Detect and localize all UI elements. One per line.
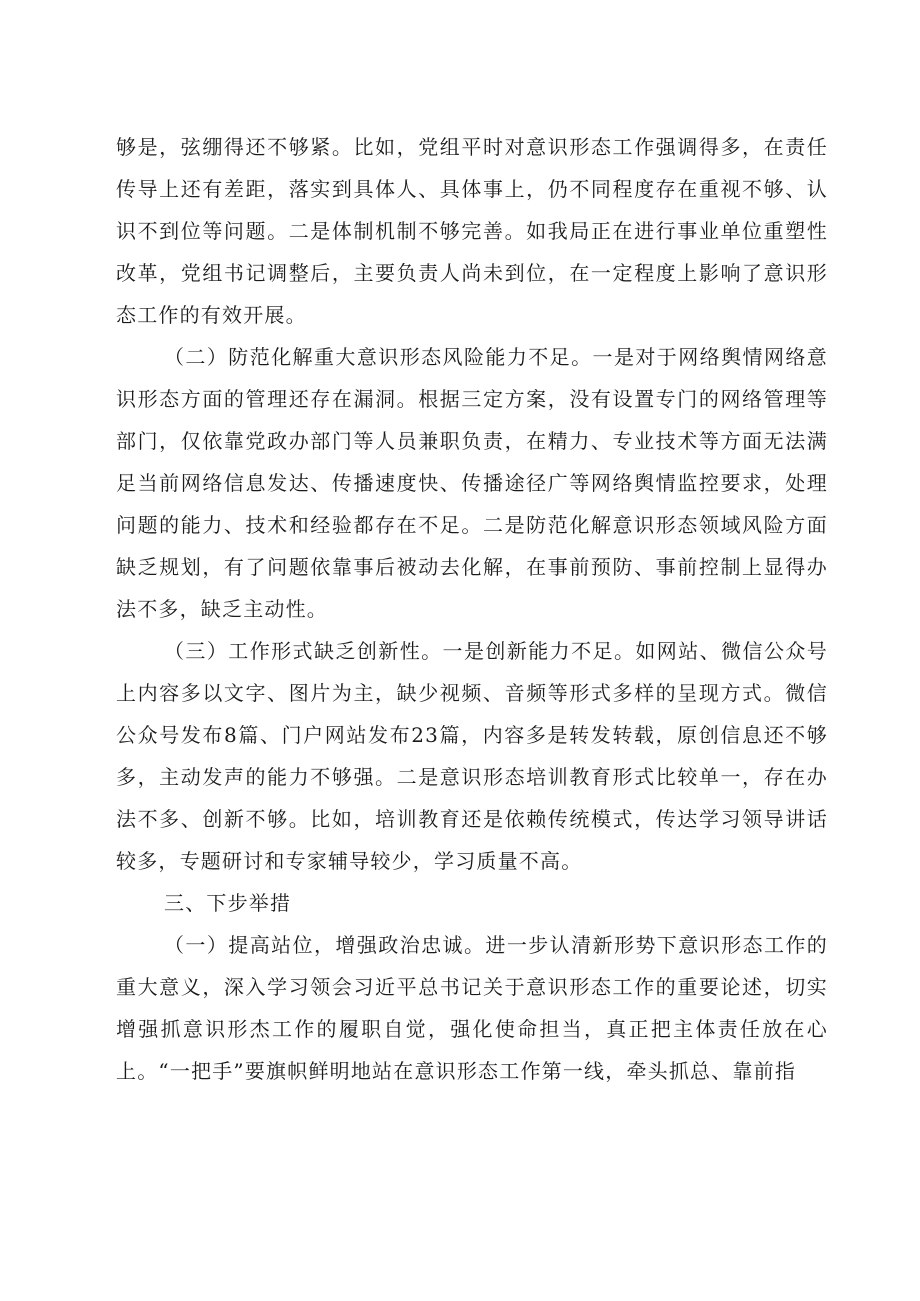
section-heading-next-steps: 三、下步举措 bbox=[164, 891, 292, 915]
document-body bbox=[116, 126, 828, 1092]
paragraph-risk-prevention: （二）防范化解重大意识形态风险能力不足。一是对于网络舆情网络意识形态方面的管理还存在漏洞。根据三定方案，没有设置专门的网络管理等部门，仅依靠党政办部门等人员兼职负责，在精力、专业技术等方面无法满足当前网络信息发达、传播速度快、传播途径广等网络舆情监控要求，处理问题的能力、技术和经验都存在不足。二是防范化解意识形态领域风险方面缺乏规划，有了问题依靠事后被动去化解，在事前预防、事前控制上显得办法不多，缺乏主动性。 bbox=[116, 345, 828, 621]
paragraph-continuation: 够是，弦绷得还不够紧。比如，党组平时对意识形态工作强调得多，在责任传导上还有差距，落实到具体人、具体事上，仍不同程度存在重视不够、认识不到位等问题。二是体制机制不够完善。如我局正在进行事业单位重塑性改革，党组书记调整后，主要负责人尚未到位，在一定程度上影响了意识形态工作的有效开展。 bbox=[116, 135, 828, 327]
paragraph-improve-position: （一）提高站位，增强政治忠诚。进一步认清新形势下意识形态工作的重大意义，深入学习领会习近平总书记关于意识形态工作的重要论述，切实增强抓意识形杰工作的履职自觉，强化使命担当，真正把主体责任放在心上。“一把手”要旗帜鲜明地站在意识形态工作第一线，牵头抓总、靠前指 bbox=[116, 933, 828, 1083]
paragraph-innovation: （三）工作形式缺乏创新性。一是创新能力不足。如网站、微信公众号上内容多以文字、图片为主，缺少视频、音频等形式多样的呈现方式。微信公众号发布8篇、门户网站发布23篇，内容多是转发转载，原创信息还不够多，主动发声的能力不够强。二是意识形态培训教育形式比较单一，存在办法不多、创新不够。比如，培训教育还是依赖传统模式，传达学习领导讲话较多，专题研讨和专家辅导较少，学习质量不高。 bbox=[116, 639, 828, 873]
